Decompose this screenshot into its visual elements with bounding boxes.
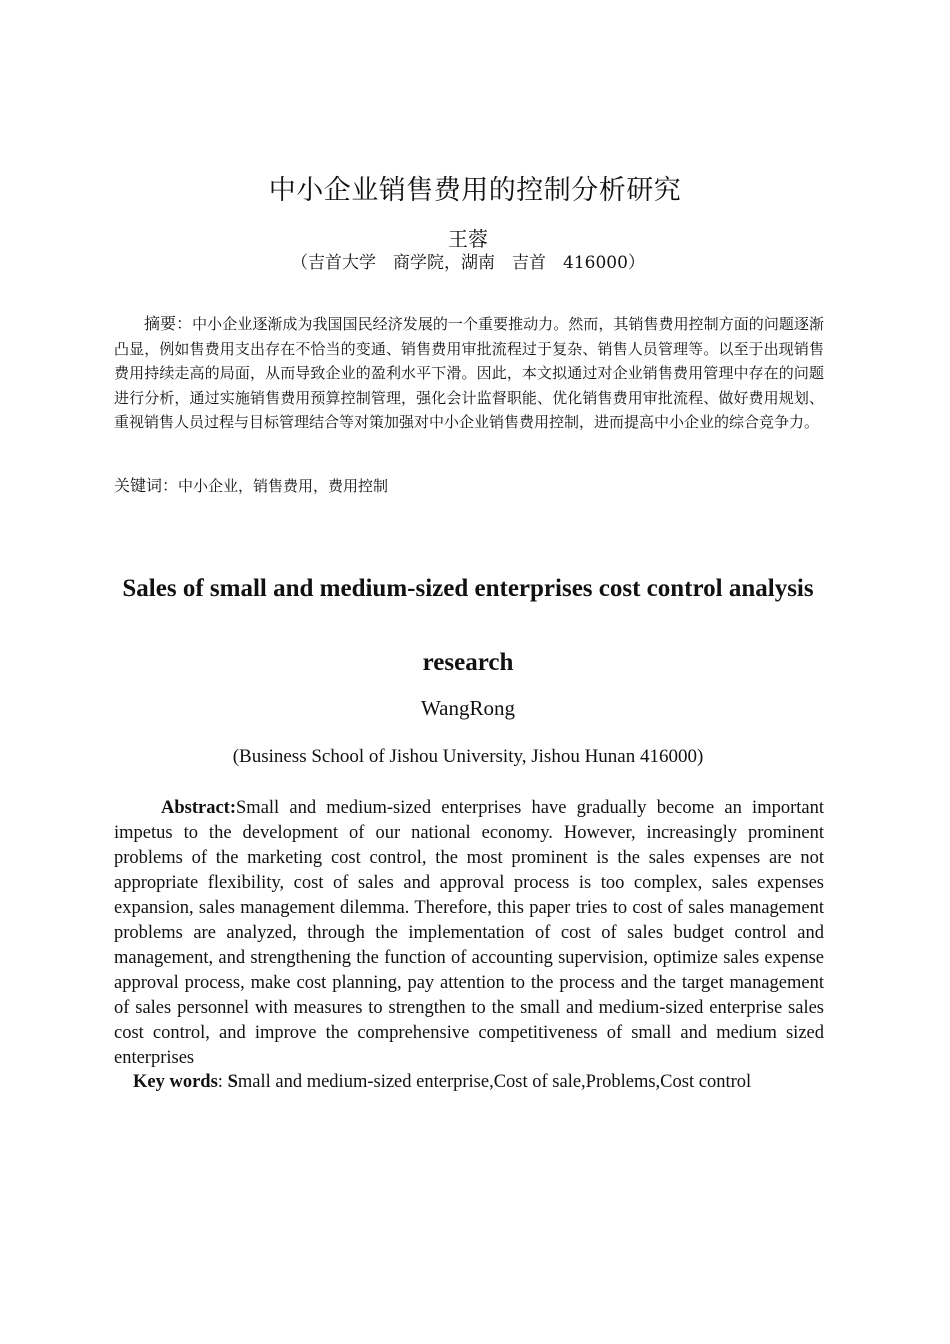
chinese-abstract-label: 摘要：: [144, 314, 193, 333]
chinese-author: 王蓉: [448, 227, 488, 251]
chinese-abstract-text: 中小企业逐渐成为我国国民经济发展的一个重要推动力。然而，其销售费用控制方面的问题逐渐凸显，例如售费用支出存在不恰当的变通、销售费用审批流程过于复杂、销售人员管理等。以至于出现销售费用持续走高的局面，从而导致企业的盈利水平下滑。因此，本文拟通过对企业销售费用管理中存在的问题进行分析，通过实施销售费用预算控制管理，强化会计监督职能、优化销售费用审批流程、做好费用规划、重视销售人员过程与目标管理结合等对策加强对中小企业销售费用控制，进而提高中小企业的综合竞争力。: [114, 315, 824, 432]
english-abstract-label: Abstract:: [161, 798, 237, 818]
chinese-affiliation: （吉首大学 商学院，湖南 吉首 416000）: [291, 253, 645, 273]
chinese-abstract: [114, 312, 824, 435]
english-abstract-text: Small and medium-sized enterprises have gradually become an important impetus to the development of our national economy. However, increasingly prominent problems of the marketing cost control, the most prominent is the sales expenses are not appropriate flexibility, cost of sales and approval process is too complex, sales expenses expansion, sales management dilemma. Therefore, this paper tries to cost of sales management problems are analyzed, through the implementation of cost of sales budget control and management, and strengthening the function of accounting supervision, optimize sales expense approval process, make cost planning, pay attention to the process and the target management of sales personnel with measures to strengthen to the small and medium-sized enterprise sales cost control, and improve the comprehensive competitiveness of small and medium sized enterprises: [114, 798, 824, 1068]
chinese-title: 中小企业销售费用的控制分析研究: [268, 175, 682, 206]
english-keywords-text: mall and medium-sized enterprise,Cost of sale,Problems,Cost control: [237, 1072, 752, 1092]
english-abstract: [114, 796, 824, 1071]
english-keywords-separator: :: [217, 1072, 228, 1092]
english-keywords-label: Key words: [133, 1072, 218, 1092]
english-title: Sales of small and medium-sized enterprises cost control analysis research: [122, 575, 814, 676]
chinese-keywords-text: 中小企业，销售费用，费用控制: [178, 477, 389, 495]
english-affiliation: (Business School of Jishou University, Jishou Hunan 416000): [232, 746, 704, 767]
chinese-keywords-label: 关键词：: [114, 476, 179, 495]
english-author: WangRong: [421, 696, 515, 720]
english-keywords: [133, 1070, 833, 1095]
chinese-keywords: [114, 474, 824, 498]
english-keywords-first-letter: S: [227, 1072, 238, 1092]
